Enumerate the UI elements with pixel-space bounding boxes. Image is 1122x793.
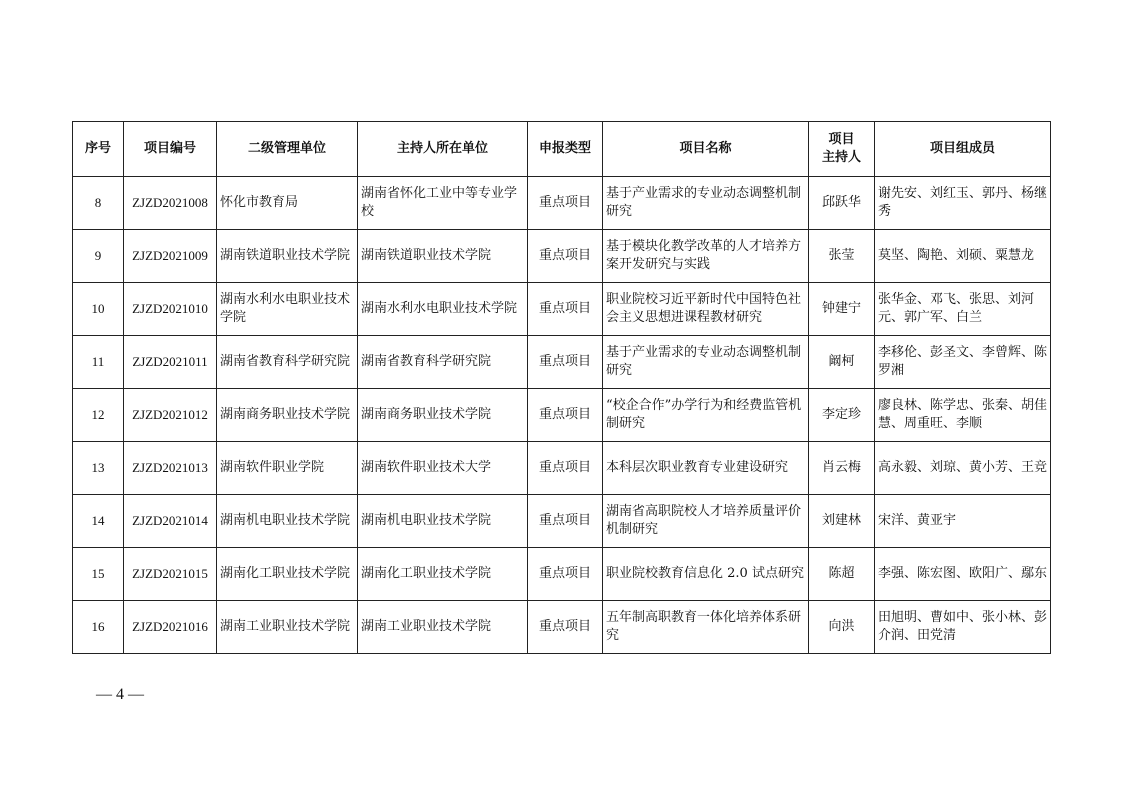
members-cell: 田旭明、曹如中、张小林、彭介润、田党清	[875, 601, 1051, 654]
seq-cell: 9	[73, 230, 124, 283]
application-type-cell: 重点项目	[528, 442, 603, 495]
project-name-cell: 职业院校教育信息化 2.0 试点研究	[603, 548, 809, 601]
management-unit-cell: 湖南商务职业技术学院	[217, 389, 358, 442]
header-project-host-line1: 项目	[828, 132, 855, 147]
seq-cell: 15	[73, 548, 124, 601]
project-code-cell: ZJZD2021011	[124, 336, 217, 389]
management-unit-cell: 湖南软件职业学院	[217, 442, 358, 495]
project-code-cell: ZJZD2021012	[124, 389, 217, 442]
table-row	[73, 283, 1051, 336]
host-unit-cell: 湖南机电职业技术学院	[358, 495, 528, 548]
header-seq: 序号	[73, 122, 124, 177]
host-unit-cell: 湖南商务职业技术学院	[358, 389, 528, 442]
project-host-cell: 李定珍	[809, 389, 875, 442]
application-type-cell: 重点项目	[528, 336, 603, 389]
project-code-cell: ZJZD2021008	[124, 177, 217, 230]
header-members: 项目组成员	[875, 122, 1051, 177]
management-unit-cell: 湖南水利水电职业技术学院	[217, 283, 358, 336]
project-host-cell: 肖云梅	[809, 442, 875, 495]
seq-cell: 14	[73, 495, 124, 548]
header-project-name: 项目名称	[603, 122, 809, 177]
table-body	[73, 177, 1051, 654]
management-unit-cell: 怀化市教育局	[217, 177, 358, 230]
project-list-table	[72, 121, 1051, 654]
project-name-cell: 基于产业需求的专业动态调整机制研究	[603, 177, 809, 230]
header-project-host	[809, 122, 875, 177]
project-host-cell: 钟建宁	[809, 283, 875, 336]
project-code-cell: ZJZD2021014	[124, 495, 217, 548]
table-header-row	[73, 122, 1051, 177]
seq-cell: 16	[73, 601, 124, 654]
project-host-cell: 刘建林	[809, 495, 875, 548]
project-name-cell: 职业院校习近平新时代中国特色社会主义思想进课程教材研究	[603, 283, 809, 336]
project-code-cell: ZJZD2021010	[124, 283, 217, 336]
seq-cell: 12	[73, 389, 124, 442]
project-host-cell: 阚柯	[809, 336, 875, 389]
management-unit-cell: 湖南省教育科学研究院	[217, 336, 358, 389]
management-unit-cell: 湖南铁道职业技术学院	[217, 230, 358, 283]
project-host-cell: 张莹	[809, 230, 875, 283]
table-row	[73, 495, 1051, 548]
application-type-cell: 重点项目	[528, 230, 603, 283]
members-cell: 廖良林、陈学忠、张秦、胡佳慧、周重旺、李顺	[875, 389, 1051, 442]
header-management-unit: 二级管理单位	[217, 122, 358, 177]
project-host-cell: 向洪	[809, 601, 875, 654]
host-unit-cell: 湖南水利水电职业技术学院	[358, 283, 528, 336]
members-cell: 谢先安、刘红玉、郭丹、杨继秀	[875, 177, 1051, 230]
project-host-cell: 陈超	[809, 548, 875, 601]
application-type-cell: 重点项目	[528, 177, 603, 230]
header-host-unit: 主持人所在单位	[358, 122, 528, 177]
table-row	[73, 389, 1051, 442]
host-unit-cell: 湖南化工职业技术学院	[358, 548, 528, 601]
application-type-cell: 重点项目	[528, 283, 603, 336]
seq-cell: 10	[73, 283, 124, 336]
application-type-cell: 重点项目	[528, 495, 603, 548]
members-cell: 莫坚、陶艳、刘硕、粟慧龙	[875, 230, 1051, 283]
host-unit-cell: 湖南省怀化工业中等专业学校	[358, 177, 528, 230]
host-unit-cell: 湖南省教育科学研究院	[358, 336, 528, 389]
seq-cell: 8	[73, 177, 124, 230]
header-project-host-line2: 主持人	[821, 150, 861, 165]
header-application-type: 申报类型	[528, 122, 603, 177]
project-name-cell: 本科层次职业教育专业建设研究	[603, 442, 809, 495]
project-code-cell: ZJZD2021015	[124, 548, 217, 601]
application-type-cell: 重点项目	[528, 389, 603, 442]
management-unit-cell: 湖南机电职业技术学院	[217, 495, 358, 548]
page-number: — 4 —	[96, 686, 144, 703]
members-cell: 张华金、邓飞、张思、刘河元、郭广军、白兰	[875, 283, 1051, 336]
table-row	[73, 336, 1051, 389]
project-name-cell: 五年制高职教育一体化培养体系研究	[603, 601, 809, 654]
management-unit-cell: 湖南化工职业技术学院	[217, 548, 358, 601]
members-cell: 李移伦、彭圣文、李曾辉、陈罗湘	[875, 336, 1051, 389]
table-row	[73, 601, 1051, 654]
table-row	[73, 548, 1051, 601]
project-code-cell: ZJZD2021013	[124, 442, 217, 495]
project-code-cell: ZJZD2021016	[124, 601, 217, 654]
project-name-cell: 基于产业需求的专业动态调整机制研究	[603, 336, 809, 389]
table-row	[73, 230, 1051, 283]
seq-cell: 13	[73, 442, 124, 495]
members-cell: 李强、陈宏图、欧阳广、鄢东	[875, 548, 1051, 601]
project-code-cell: ZJZD2021009	[124, 230, 217, 283]
seq-cell: 11	[73, 336, 124, 389]
project-name-cell: 湖南省高职院校人才培养质量评价机制研究	[603, 495, 809, 548]
application-type-cell: 重点项目	[528, 601, 603, 654]
table-row	[73, 442, 1051, 495]
host-unit-cell: 湖南铁道职业技术学院	[358, 230, 528, 283]
host-unit-cell: 湖南软件职业技术大学	[358, 442, 528, 495]
project-name-cell: “校企合作”办学行为和经费监管机制研究	[603, 389, 809, 442]
application-type-cell: 重点项目	[528, 548, 603, 601]
header-project-code: 项目编号	[124, 122, 217, 177]
members-cell: 高永毅、刘琼、黄小芳、王竞	[875, 442, 1051, 495]
project-host-cell: 邱跃华	[809, 177, 875, 230]
table-row	[73, 177, 1051, 230]
members-cell: 宋洋、黄亚宇	[875, 495, 1051, 548]
project-name-cell: 基于模块化教学改革的人才培养方案开发研究与实践	[603, 230, 809, 283]
host-unit-cell: 湖南工业职业技术学院	[358, 601, 528, 654]
management-unit-cell: 湖南工业职业技术学院	[217, 601, 358, 654]
